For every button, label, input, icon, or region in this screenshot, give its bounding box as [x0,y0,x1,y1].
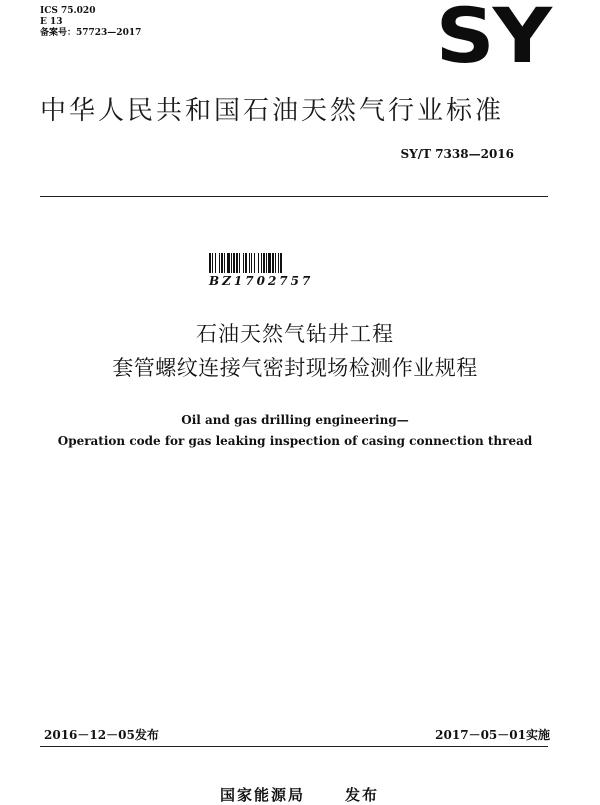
barcode-bar [282,253,283,273]
title-chinese-line-2: 套管螺纹连接气密封现场检测作业规程 [112,356,478,380]
implementation-date: 2017－05－01 [435,728,526,742]
issue-date-block [44,726,159,743]
sy-logo: SY [435,0,550,81]
barcode-bars [209,253,313,273]
issuer-name: 国家能源局 [220,786,306,804]
bottom-divider [40,746,548,747]
issue-date: 2016－12－05 [44,728,135,742]
barcode-number: BZ1702757 [209,274,314,288]
issuing-organization: 中华人民共和国石油天然气行业标准 [40,96,505,126]
implementation-label: 实施 [525,728,550,742]
barcode [209,253,313,288]
implementation-date-block [435,726,550,743]
ics-code: ICS 75.020 [40,6,96,16]
record-number: 备案号：57723—2017 [40,28,142,38]
cover-metadata [40,6,141,39]
issue-label: 发布 [134,728,159,742]
top-divider [40,196,548,197]
classification-code: E 13 [40,17,63,27]
title-english-line-2: Operation code for gas leaking inspection of casing connection thread [57,434,533,448]
standard-number: SY/T 7338—2016 [400,147,514,161]
issuer-block [220,784,379,805]
title-chinese-line-1: 石油天然气钻井工程 [196,322,394,346]
issuer-action: 发布 [345,786,380,804]
title-english-line-1: Oil and gas drilling engineering— [181,413,409,427]
